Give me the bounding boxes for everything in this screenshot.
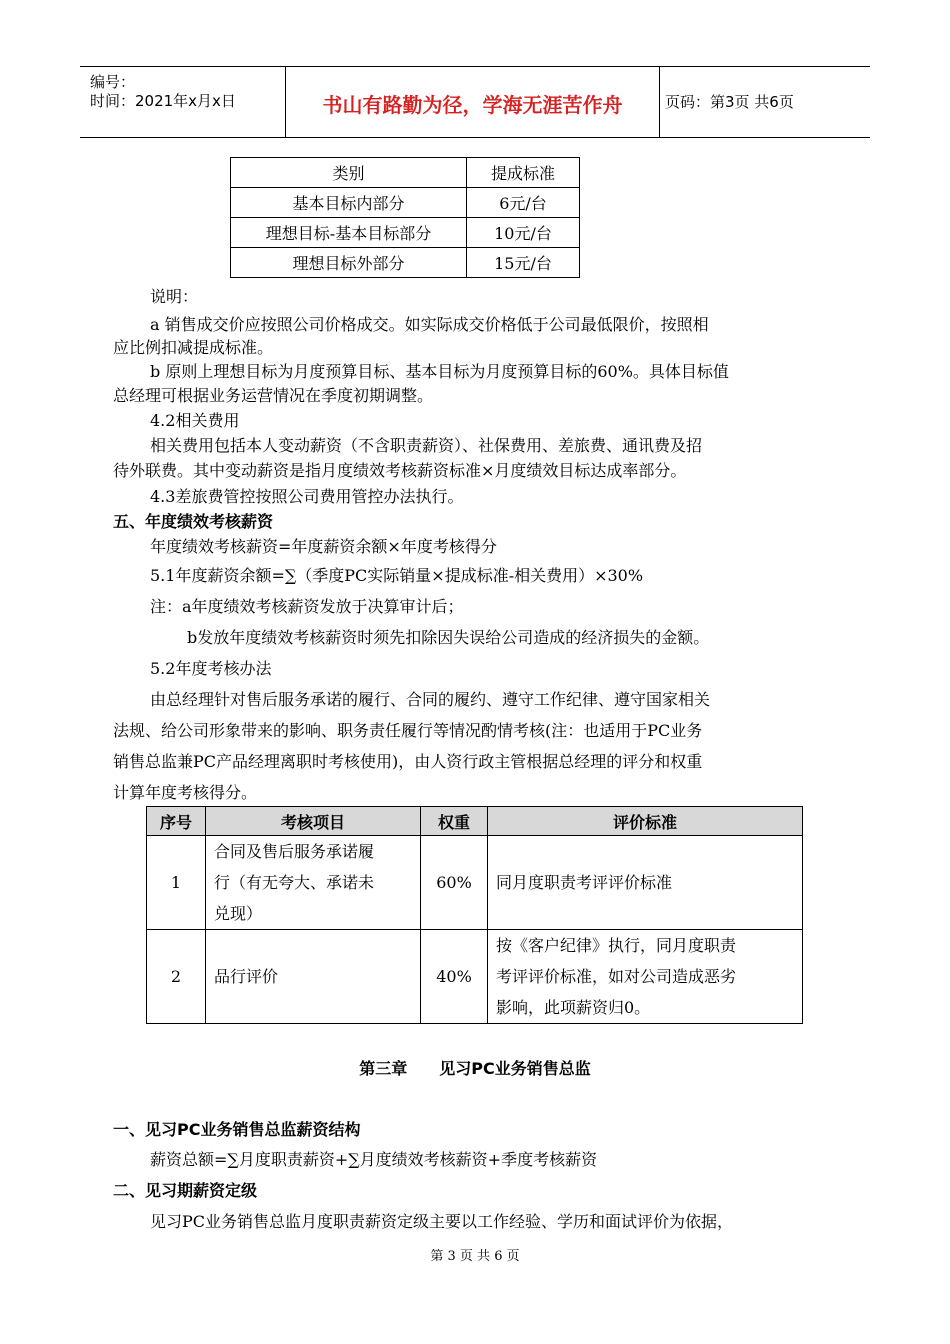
page-footer: 第 3 页 共 6 页	[430, 1249, 520, 1264]
note2-a: 注：a年度绩效考核薪资发放于决算审计后；	[150, 597, 464, 616]
chapter3-section-2-title: 二、见习期薪资定级	[113, 1181, 258, 1200]
table-header-row	[231, 158, 580, 188]
section-5-formula: 年度绩效考核薪资=年度薪资余额×年度考核得分	[150, 537, 497, 556]
table-header-cell: 类别	[231, 158, 467, 188]
assessment-item-line: 兑现）	[214, 904, 263, 923]
section-5-2-line-1: 由总经理针对售后服务承诺的履行、合同的履约、遵守工作纪律、遵守国家相关	[150, 690, 711, 709]
table-cell: 基本目标内部分	[231, 188, 467, 218]
table-cell: 6元/台	[467, 188, 580, 218]
section-5-2-line-4: 计算年度考核得分。	[113, 783, 258, 802]
evaluation-standard-line: 考评评价标准，如对公司造成恶劣	[496, 967, 737, 986]
section-4-2-title: 4.2相关费用	[150, 411, 240, 430]
section-4-2-line-1: 相关费用包括本人变动薪资（不含职责薪资）、社保费用、差旅费、通讯费及招	[150, 436, 703, 455]
chapter-title: 第三章 见习PC业务销售总监	[359, 1059, 591, 1078]
row-number: 2	[147, 930, 206, 1024]
table-cell: 10元/台	[467, 218, 580, 248]
section-5-2-line-3: 销售总监兼PC产品经理离职时考核使用)，由人资行政主管根据总经理的评分和权重	[113, 752, 703, 771]
table-header-cell: 序号	[147, 807, 206, 836]
commission-table	[230, 157, 580, 278]
section-5-title: 五、年度绩效考核薪资	[113, 512, 274, 531]
assessment-item-line: 合同及售后服务承诺履	[214, 842, 375, 861]
table-row	[231, 248, 580, 278]
note2-b: b发放年度绩效考核薪资时须先扣除因失误给公司造成的经济损失的金额。	[187, 628, 710, 647]
header-left	[90, 73, 236, 143]
assessment-item-line: 品行评价	[214, 967, 279, 986]
header-right	[665, 93, 794, 163]
section-4-3: 4.3差旅费管控按照公司费用管控办法执行。	[150, 487, 464, 506]
header-motto: 书山有路勤为径，学海无涯苦作舟	[322, 93, 623, 117]
assessment-item	[206, 836, 421, 930]
assessment-item	[206, 930, 421, 1024]
section-4-2-line-2: 待外联费。其中变动薪资是指月度绩效考核薪资标准×月度绩效目标达成率部分。	[113, 461, 687, 480]
page-header	[80, 66, 870, 138]
table-row	[147, 836, 803, 930]
note-b-line-2: 总经理可根据业务运营情况在季度初期调整。	[113, 386, 434, 405]
note-b-line-1: b 原则上理想目标为月度预算目标、基本目标为月度预算目标的60%。具体目标值	[150, 362, 729, 381]
chapter3-section-2-text: 见习PC业务销售总监月度职责薪资定级主要以工作经验、学历和面试评价为依据，	[150, 1212, 734, 1231]
table-header-cell: 权重	[421, 807, 488, 836]
evaluation-table	[146, 806, 803, 1024]
evaluation-standard-line: 按《客户纪律》执行，同月度职责	[496, 936, 737, 955]
chapter3-section-1-formula: 薪资总额=∑月度职责薪资+∑月度绩效考核薪资+季度考核薪资	[150, 1150, 598, 1169]
header-motto-cell	[285, 67, 660, 137]
assessment-item-line: 行（有无夸大、承诺未	[214, 873, 375, 892]
page-number-label: 页码：第3页 共6页	[665, 93, 794, 111]
weight: 60%	[421, 836, 488, 930]
note-a-line-1: a 销售成交价应按照公司价格成交。如实际成交价格低于公司最低限价，按照相	[150, 315, 709, 334]
document-number-label: 编号：	[90, 73, 136, 91]
table-header-cell: 考核项目	[206, 807, 421, 836]
table-header-cell: 评价标准	[488, 807, 803, 836]
section-5-1: 5.1年度薪资余额=∑（季度PC实际销量×提成标准-相关费用）×30%	[150, 566, 644, 585]
table-row	[231, 188, 580, 218]
section-5-2-title: 5.2年度考核办法	[150, 659, 272, 678]
evaluation-standard	[488, 836, 803, 930]
table-row	[147, 930, 803, 1024]
weight: 40%	[421, 930, 488, 1024]
note-a-line-2: 应比例扣减提成标准。	[113, 338, 274, 357]
chapter3-section-1-title: 一、见习PC业务销售总监薪资结构	[113, 1120, 361, 1139]
evaluation-standard-line: 影响，此项薪资归0。	[496, 998, 651, 1017]
table-cell: 理想目标-基本目标部分	[231, 218, 467, 248]
table-row	[231, 218, 580, 248]
table-cell: 理想目标外部分	[231, 248, 467, 278]
table-cell: 15元/台	[467, 248, 580, 278]
row-number: 1	[147, 836, 206, 930]
document-date: 时间：2021年x月x日	[90, 92, 236, 110]
evaluation-standard-line: 同月度职责考评评价标准	[496, 873, 673, 892]
section-5-2-line-2: 法规、给公司形象带来的影响、职务责任履行等情况酌情考核(注：也适用于PC业务	[113, 721, 703, 740]
table-header-cell: 提成标准	[467, 158, 580, 188]
evaluation-standard	[488, 930, 803, 1024]
note-title: 说明：	[150, 287, 199, 306]
table-header-row	[147, 807, 803, 836]
